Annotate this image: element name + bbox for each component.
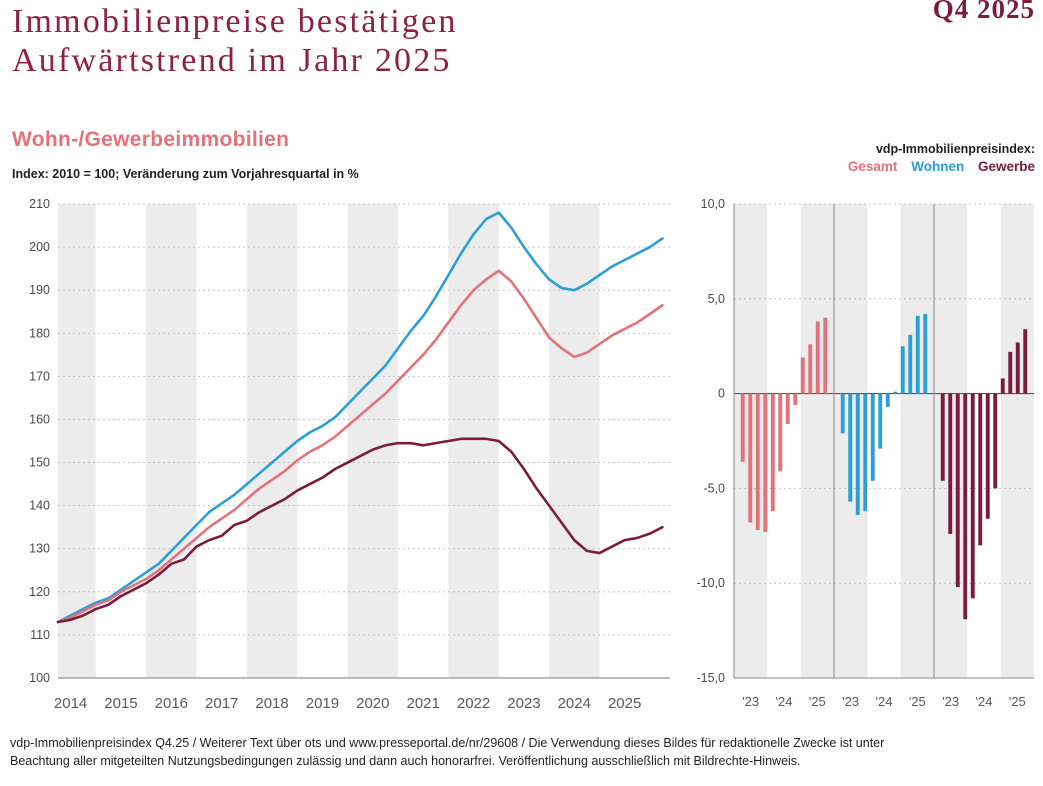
svg-text:5,0: 5,0 [707, 291, 725, 306]
svg-text:140: 140 [29, 498, 50, 513]
svg-text:100: 100 [29, 671, 50, 685]
footer-line-2: Beachtung aller mitgeteilten Nutzungsbedingungen zulässig und dann auch honorarfrei. Veröffentlichung ausschließlich mit Bildrechte-Hinweis. [10, 753, 801, 768]
section-subtitle: Wohn-/Gewerbeimmobilien [12, 128, 290, 151]
svg-text:2017: 2017 [205, 695, 239, 712]
svg-text:120: 120 [29, 584, 50, 599]
svg-text:'25: '25 [908, 694, 926, 709]
chart-legend [838, 142, 1035, 174]
svg-text:2022: 2022 [456, 695, 491, 712]
svg-text:110: 110 [30, 627, 50, 642]
axis-note: Index: 2010 = 100; Veränderung zum Vorjahresquartal in % [12, 167, 359, 181]
headline-line-1: Immobilienpreise bestätigen [12, 3, 458, 40]
svg-text:0: 0 [718, 386, 725, 401]
svg-text:2015: 2015 [104, 695, 138, 712]
yoy-bar-chart-svg [676, 196, 1036, 726]
svg-text:'23: '23 [942, 694, 960, 709]
legend-item-gesamt: Gesamt [847, 159, 898, 174]
legend-item-gewerbe: Gewerbe [977, 159, 1035, 174]
svg-text:160: 160 [29, 412, 50, 427]
page-title [12, 2, 732, 81]
footer-credit [10, 734, 1030, 770]
svg-text:150: 150 [29, 455, 50, 470]
svg-text:'23: '23 [842, 694, 860, 709]
svg-text:2018: 2018 [255, 695, 289, 712]
svg-text:10,0: 10,0 [700, 197, 725, 211]
svg-text:'24: '24 [775, 694, 793, 709]
legend-title: vdp-Immobilienpreisindex: [875, 142, 1035, 156]
legend-items [838, 159, 1035, 174]
svg-text:-10,0: -10,0 [696, 576, 725, 591]
svg-text:200: 200 [29, 240, 50, 255]
quarter-label: Q4 2025 [932, 0, 1035, 24]
svg-text:2023: 2023 [507, 695, 541, 712]
index-line-chart [12, 196, 672, 726]
svg-text:170: 170 [29, 369, 50, 384]
svg-text:'24: '24 [975, 694, 993, 709]
headline-line-2: Aufwärtstrend im Jahr 2025 [12, 42, 452, 80]
svg-text:2014: 2014 [53, 695, 88, 712]
svg-text:180: 180 [29, 326, 50, 341]
legend-item-wohnen: Wohnen [911, 159, 965, 174]
svg-text:'25: '25 [1008, 694, 1026, 709]
yoy-bar-chart [676, 196, 1036, 726]
svg-text:2019: 2019 [305, 695, 340, 712]
svg-text:2024: 2024 [557, 695, 591, 712]
svg-text:'24: '24 [875, 694, 893, 709]
index-line-chart-svg [12, 196, 672, 726]
svg-text:2021: 2021 [406, 695, 440, 712]
svg-text:130: 130 [29, 541, 50, 556]
svg-text:2025: 2025 [607, 695, 642, 712]
svg-text:-5,0: -5,0 [703, 481, 725, 496]
svg-text:'23: '23 [742, 694, 760, 709]
svg-text:190: 190 [29, 283, 50, 298]
svg-text:2016: 2016 [154, 695, 189, 712]
svg-text:'25: '25 [808, 694, 826, 709]
svg-text:210: 210 [29, 197, 50, 211]
svg-text:-15,0: -15,0 [696, 671, 725, 685]
svg-text:2020: 2020 [356, 695, 390, 712]
footer-line-1: vdp-Immobilienpreisindex Q4.25 / Weiterer Text über ots und www.presseportal.de/nr/29608 / Die Verwendung dieses Bildes für redaktionelle Zwecke ist unter [10, 735, 885, 750]
